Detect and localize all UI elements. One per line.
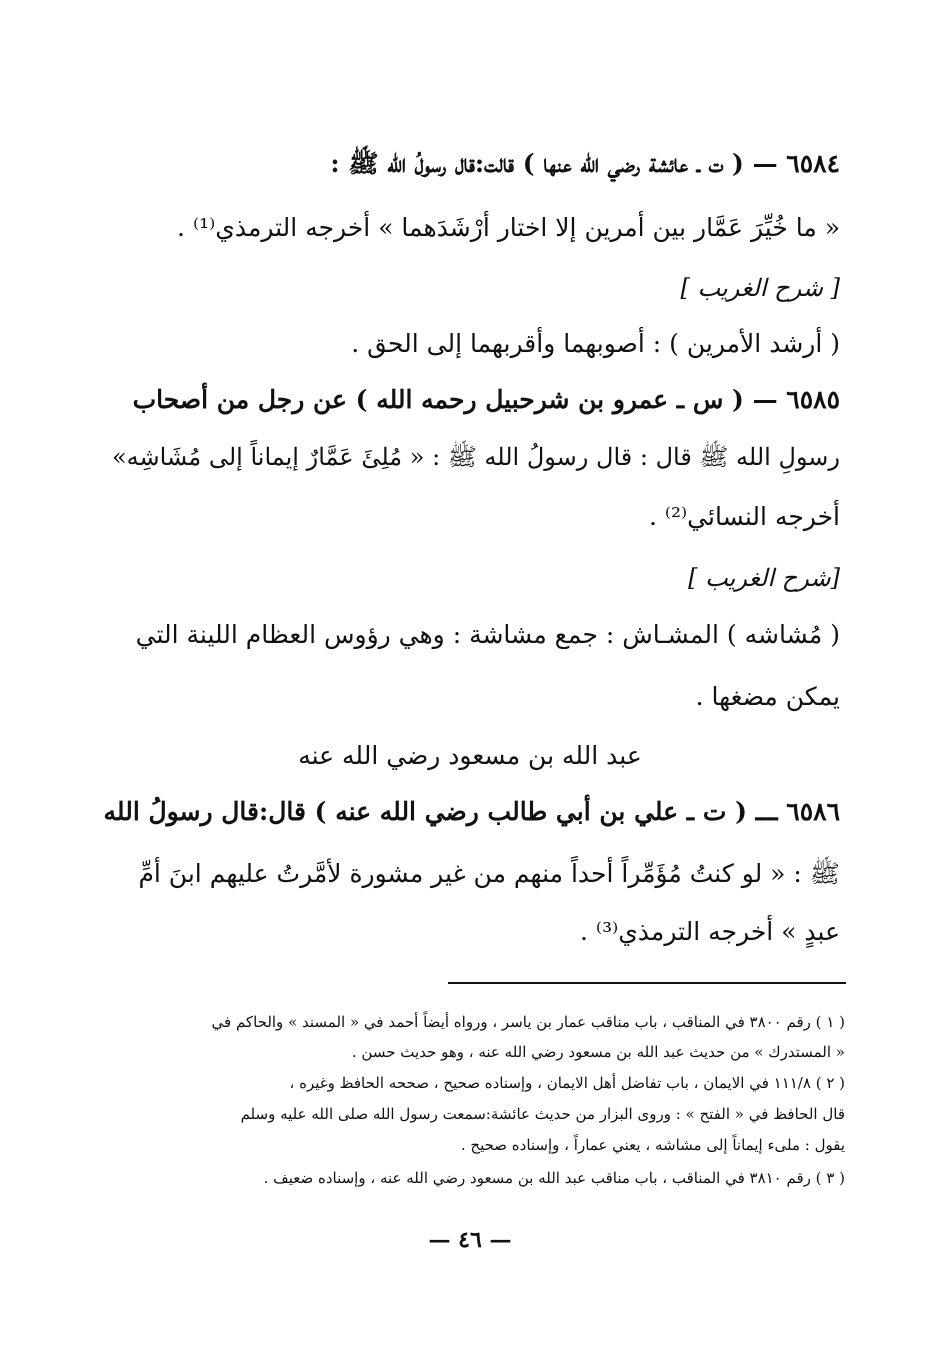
footnote-2-line-1: ( ٢ ) ١١١/٨ في الايمان ، باب تفاضل أهل الايمان ، وإسناده صحيح ، صححه الحافظ وغيره ، [289, 1074, 845, 1092]
footnote-3: ( ٣ ) رقم ٣٨١٠ في المناقب ، باب مناقب عبد الله بن مسعود رضي الله عنه ، وإسناده ضعيف . [263, 1169, 845, 1187]
hadith-6584-line-2: « ما خُيِّرَ عَمَّار بين أمرين إلا اختار أرْشَدَهما » أخرجه الترمذي⁽¹⁾ . [177, 213, 840, 242]
gharib-heading-2: [شرح الغريب ] [688, 564, 840, 592]
page-number: — ٤٦ — [428, 1227, 512, 1253]
hadith-6586-line-1: ٦٥٨٦ ـــ ( ت ـ علي بن أبي طالب رضي الله عنه ) قال:قال رسولُ الله [103, 797, 840, 826]
footnote-2-line-2: قال الحافظ في « الفتح » : وروى البزار من حديث عائشة:سمعت رسول الله صلى الله عليه وسلم [240, 1105, 845, 1123]
gharib-explanation-2-line-2: يمكن مضغها . [695, 682, 840, 711]
footnote-2-line-3: يقول : ملىء إيماناً إلى مشاشه ، يعني عماراً ، وإسناده صحيح . [460, 1136, 845, 1154]
gharib-explanation-1: ( أرشد الأمرين ) : أصوبهما وأقربهما إلى الحق . [351, 329, 840, 358]
hadith-6585-line-2: رسولِ الله ﷺ قال : قال رسولُ الله ﷺ : « مُلِئَ عَمَّارٌ إيماناً إلى مُشَاشِه» [111, 443, 840, 471]
gharib-explanation-2-line-1: ( مُشاشه ) المشـاش : جمع مشاشة : وهي رؤوس العظام اللينة التي [135, 620, 840, 649]
gharib-heading-1: [ شرح الغريب ] [680, 274, 840, 302]
hadith-6585-line-1: ٦٥٨٥ — ( س ـ عمرو بن شرحبيل رحمه الله ) عن رجل من أصحاب [132, 385, 840, 414]
hadith-6584-line-1: ٦٥٨٤ — ( ت ـ عائشة رضي الله عنها ) قالت:قال رسولُ الله ﷺ : [330, 149, 840, 178]
section-heading: عبد الله بن مسعود رضي الله عنه [298, 741, 642, 770]
footnote-1-line-2: « المستدرك » من حديث عبد الله بن مسعود رضي الله عنه ، وهو حديث حسن . [351, 1043, 845, 1061]
hadith-6586-line-3: عبدٍ » أخرجه الترمذي⁽³⁾ . [580, 917, 840, 946]
hadith-6586-line-2: ﷺ : « لو كنتُ مُؤَمِّراً أحداً منهم من غير مشورة لأمَّرتُ عليهم ابنَ أمِّ [138, 859, 840, 888]
footnote-1-line-1: ( ١ ) رقم ٣٨٠٠ في المناقب ، باب مناقب عمار بن ياسر ، ورواه أيضاً أحمد في « المسند » والحاكم في [211, 1013, 845, 1031]
hadith-6585-line-3: أخرجه النسائي⁽²⁾ . [648, 502, 840, 531]
footnote-divider [448, 982, 846, 984]
